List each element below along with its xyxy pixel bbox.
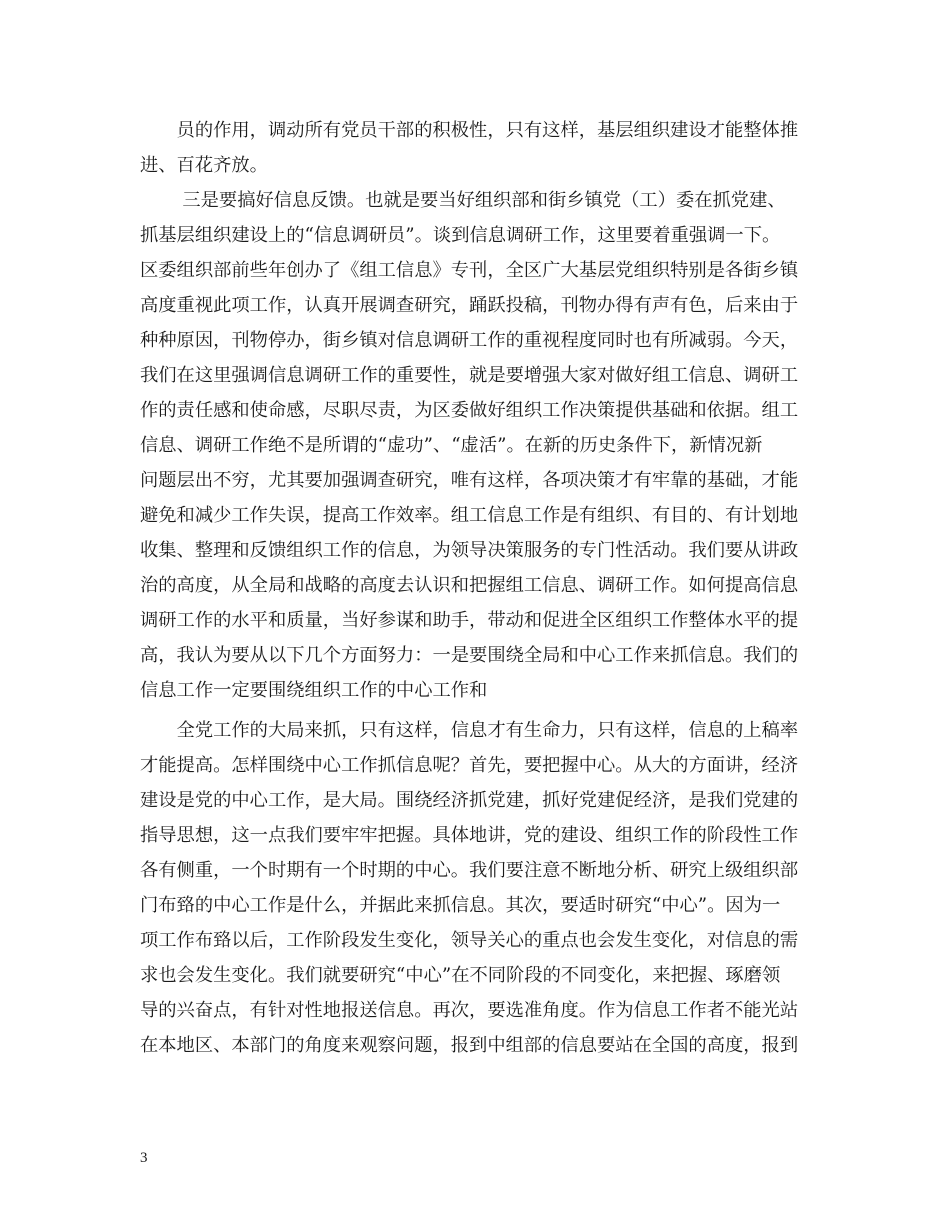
text-line: 三是要搞好信息反馈。也就是要当好组织部和街乡镇党（工）委在抓党建、 bbox=[140, 190, 786, 211]
text-line: 求也会发生变化。我们就要研究“中心”在不同阶段的不同变化，来把握、琢磨领 bbox=[140, 965, 781, 986]
text-line: 作的责任感和使命感，尽职尽责，为区委做好组织工作决策提供基础和依据。组工 bbox=[140, 400, 799, 421]
text-line: 进、百花齐放。 bbox=[140, 155, 268, 176]
text-line: 信息工作一定要围绕组织工作的中心工作和 bbox=[140, 680, 488, 701]
text-line: 员的作用，调动所有党员干部的积极性，只有这样，基层组织建设才能整体推 bbox=[140, 120, 799, 141]
text-line: 我们在这里强调信息调研工作的重要性，就是要增强大家对做好组工信息、调研工 bbox=[140, 365, 799, 386]
text-line: 问题层出不穷，尤其要加强调查研究，唯有这样，各项决策才有牢靠的基础，才能 bbox=[140, 470, 799, 491]
text-line: 高度重视此项工作，认真开展调查研究，踊跃投稿，刊物办得有声有色，后来由于 bbox=[140, 295, 799, 316]
text-line: 避免和减少工作失误，提高工作效率。组工信息工作是有组织、有目的、有计划地 bbox=[140, 505, 799, 526]
text-line: 各有侧重，一个时期有一个时期的中心。我们要注意不断地分析、研究上级组织部 bbox=[140, 860, 799, 881]
text-line: 门布臵的中心工作是什么，并据此来抓信息。其次，要适时研究“中心”。因为一 bbox=[140, 895, 781, 916]
text-line: 信息、调研工作绝不是所谓的“虚功”、“虚活”。在新的历史条件下，新情况新 bbox=[140, 435, 763, 456]
text-line: 调研工作的水平和质量，当好参谋和助手，带动和促进全区组织工作整体水平的提 bbox=[140, 610, 799, 631]
text-line: 才能提高。怎样围绕中心工作抓信息呢？首先，要把握中心。从大的方面讲，经济 bbox=[140, 755, 799, 776]
text-line: 指导思想，这一点我们要牢牢把握。具体地讲，党的建设、组织工作的阶段性工作 bbox=[140, 825, 799, 846]
text-line: 建设是党的中心工作，是大局。围绕经济抓党建，抓好党建促经济，是我们党建的 bbox=[140, 790, 799, 811]
text-line: 种种原因，刊物停办，街乡镇对信息调研工作的重视程度同时也有所减弱。今天， bbox=[140, 330, 799, 351]
text-line: 抓基层组织建设上的“信息调研员”。谈到信息调研工作，这里要着重强调一下。 bbox=[140, 225, 781, 246]
text-line: 在本地区、本部门的角度来观察问题，报到中组部的信息要站在全国的高度，报到 bbox=[140, 1035, 799, 1056]
page-number: 3 bbox=[140, 1150, 148, 1166]
text-line: 项工作布臵以后，工作阶段发生变化，领导关心的重点也会发生变化，对信息的需 bbox=[140, 930, 799, 951]
text-line: 导的兴奋点，有针对性地报送信息。再次，要选准角度。作为信息工作者不能光站 bbox=[140, 1000, 799, 1021]
text-line: 区委组织部前些年创办了《组工信息》专刊，全区广大基层党组织特别是各街乡镇 bbox=[140, 260, 799, 281]
text-line: 高，我认为要从以下几个方面努力：一是要围绕全局和中心工作来抓信息。我们的 bbox=[140, 645, 799, 666]
text-line: 治的高度，从全局和战略的高度去认识和把握组工信息、调研工作。如何提高信息 bbox=[140, 575, 799, 596]
text-line: 全党工作的大局来抓，只有这样，信息才有生命力，只有这样，信息的上稿率 bbox=[140, 720, 799, 741]
text-line: 收集、整理和反馈组织工作的信息，为领导决策服务的专门性活动。我们要从讲政 bbox=[140, 540, 799, 561]
